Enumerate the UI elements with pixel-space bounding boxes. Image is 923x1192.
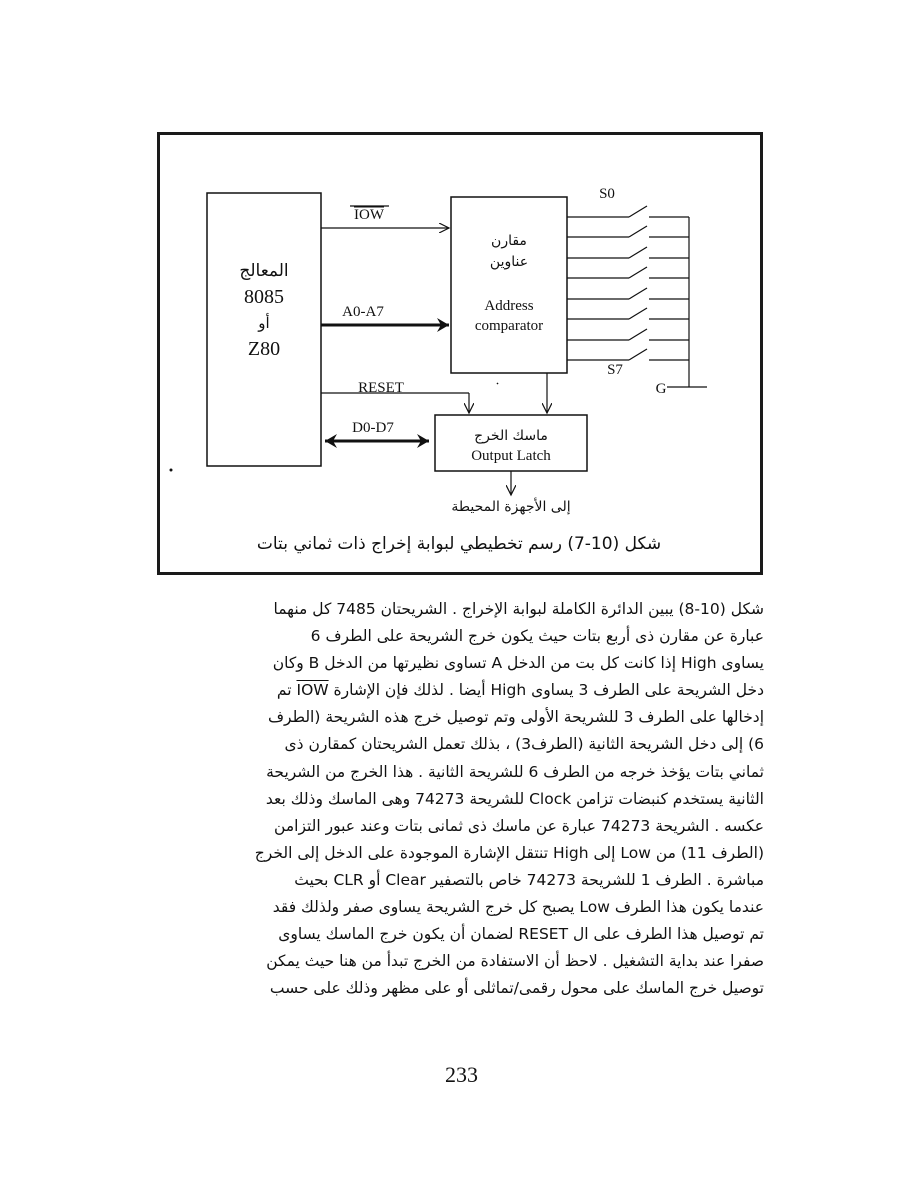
address-bus-label: A0-A7 bbox=[342, 304, 384, 320]
processor-label-ar: المعالج bbox=[239, 261, 289, 281]
comparator-label-en-2: comparator bbox=[474, 318, 544, 334]
body-line-12: عندما يكون هذا الطرف Low يصبح كل خرج الشريحة يساوى صفر ولذلك فقد bbox=[272, 898, 764, 917]
peripherals-label-ar: إلى الأجهزة المحيطة bbox=[451, 499, 571, 515]
block-diagram bbox=[160, 135, 760, 572]
body-line-4-text: دخل الشريحة على الطرف 3 يساوى High أيضا . لذلك فإن الإشارة bbox=[333, 681, 764, 700]
body-line-5: إدخالها على الطرف 3 للشريحة الأولى وتم توصيل خرج هذه الشريحة (الطرف bbox=[267, 708, 764, 727]
body-line-11: مباشرة . الطرف 1 للشريحة 74273 خاص بالتصفير Clear أو CLR بحيث bbox=[294, 870, 764, 889]
processor-model-z80: Z80 bbox=[247, 338, 281, 360]
comparator-label-ar-2: عناوين bbox=[489, 254, 529, 270]
body-line-4-tail: تم bbox=[276, 681, 292, 700]
latch-label-en: Output Latch bbox=[471, 448, 551, 464]
iow-label: IOW bbox=[354, 207, 384, 223]
processor-or-ar: أو bbox=[258, 314, 270, 332]
body-line-15: توصيل خرج الماسك على محول رقمى/تماثلى أو على مظهر وذلك على حسب bbox=[269, 979, 764, 998]
reset-label: RESET bbox=[358, 380, 404, 396]
switch-bank bbox=[567, 206, 707, 387]
processor-model-8085: 8085 bbox=[244, 286, 284, 308]
switch-label-s7: S7 bbox=[607, 362, 623, 378]
body-line-8: الثانية يستخدم كنبضات تزامن Clock للشريحة 74273 وهى الماسك وذلك بعد bbox=[265, 789, 764, 808]
body-line-13: تم توصيل هذا الطرف على ال RESET لضمان أن يكون خرج الماسك يساوى bbox=[278, 925, 764, 944]
figure-frame bbox=[157, 132, 763, 575]
comparator-label-en-1: Address bbox=[484, 298, 534, 314]
body-line-2: عبارة عن مقارن ذى أربع بتات حيث يكون خرج الشريحة على الطرف 6 bbox=[310, 627, 764, 646]
ground-label: G bbox=[655, 381, 667, 397]
body-line-10: (الطرف 11) من Low إلى High تنتقل الإشارة الموجودة على الدخل إلى الخرج bbox=[254, 843, 764, 862]
body-line-6: 6) إلى دخل الشريحة الثانية (الطرف3) ، بذلك تعمل الشريحتان كمقارن ذى bbox=[284, 735, 764, 754]
data-bus-label: D0-D7 bbox=[352, 420, 394, 436]
body-paragraph bbox=[158, 596, 764, 1002]
body-line-9: عكسه . الشريحة 74273 عبارة عن ماسك ذى ثمانى بتات وعند عبور التزامن bbox=[274, 816, 764, 835]
body-line-1: شكل (10-8) يبين الدائرة الكاملة لبوابة الإخراج . الشريحتان 7485 كل منهما bbox=[273, 600, 764, 618]
latch-label-ar: ماسك الخرج bbox=[474, 428, 548, 444]
body-line-7: ثماني بتات يؤخذ خرجه من الطرف 6 للشريحة الثانية . هذا الخرج من الشريحة bbox=[266, 762, 764, 781]
comparator-label-ar-1: مقارن bbox=[491, 233, 527, 249]
switch-label-s0: S0 bbox=[599, 186, 615, 202]
comparator-box bbox=[451, 197, 567, 373]
page-number: 233 bbox=[445, 1062, 478, 1087]
inverter-mark bbox=[497, 383, 498, 384]
body-line-3: يساوى High إذا كانت كل بت من الدخل A تساوى نظيرتها من الدخل B وكان bbox=[272, 654, 764, 673]
body-line-14: صفرا عند بداية التشغيل . لاحظ أن الاستفادة من الخرج تبدأ من هنا حيث يمكن bbox=[266, 952, 764, 971]
figure-caption: شكل (10-7) رسم تخطيطي لبوابة إخراج ذات ثماني بتات bbox=[256, 534, 662, 554]
stray-dot bbox=[170, 469, 173, 472]
body-line-4 bbox=[158, 677, 764, 704]
iow-overlined: IOW bbox=[296, 681, 329, 700]
